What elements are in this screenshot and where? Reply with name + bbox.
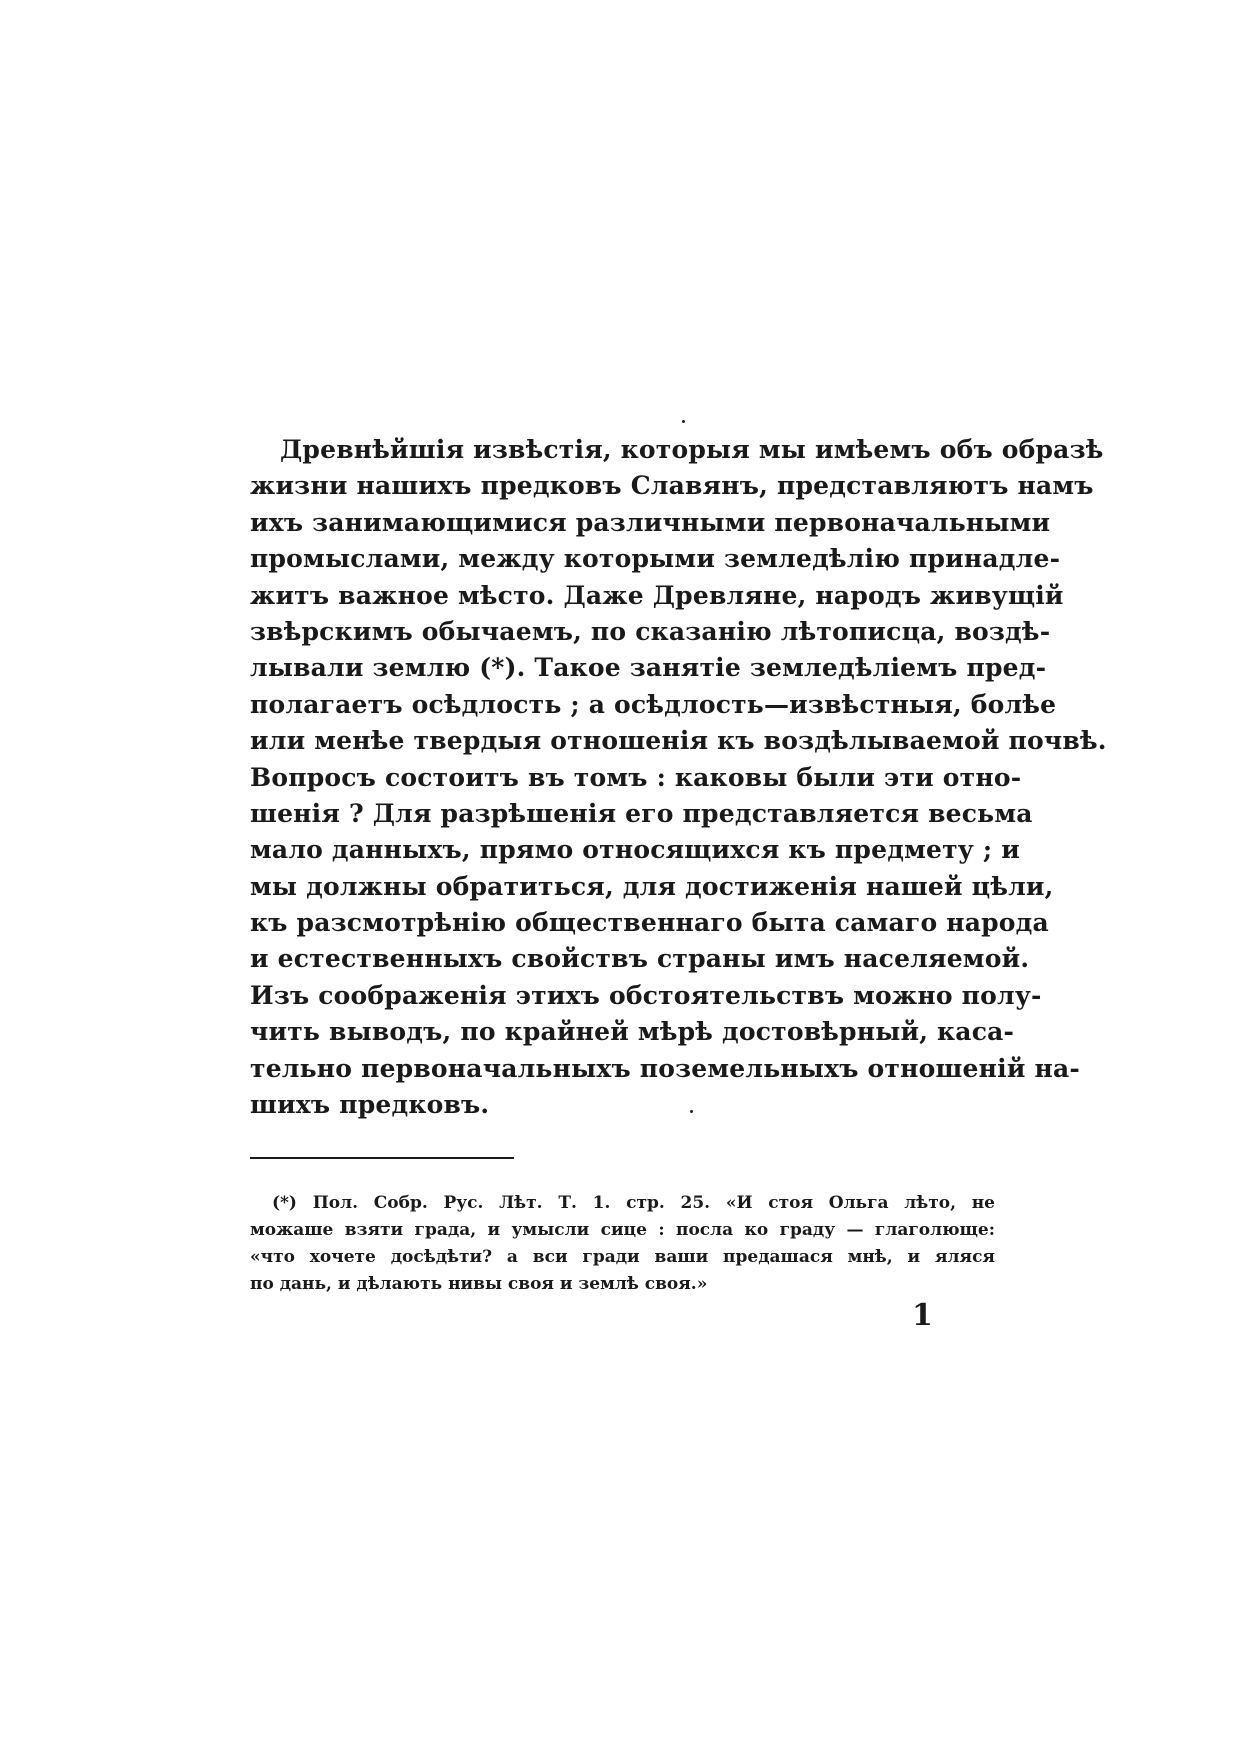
text-line: звѣрскимъ обычаемъ, по сказанію лѣтописца, воздѣ- bbox=[250, 616, 1051, 646]
text-line: шенія ? Для разрѣшенія его представляется весьма bbox=[250, 798, 1033, 828]
text-line: шихъ предковъ. bbox=[250, 1090, 490, 1120]
main-text-block bbox=[250, 432, 1107, 1123]
footnote-line: можаше взяти града, и умысли сице : посла ко граду — глаголюще: bbox=[250, 1220, 995, 1240]
text-line: Изъ соображенія этихъ обстоятельствъ можно полу- bbox=[250, 980, 1042, 1010]
text-line: мы должны обратиться, для достиженія нашей цѣли, bbox=[250, 871, 1054, 901]
text-line: промыслами, между которыми земледѣлію принадле- bbox=[250, 544, 1061, 574]
text-line: тельно первоначальныхъ поземельныхъ отношеній на- bbox=[250, 1053, 1080, 1083]
text-line: Древнѣйшія извѣстія, которыя мы имѣемъ объ образѣ bbox=[280, 435, 1104, 464]
text-line: къ разсмотрѣнію общественнаго быта самаго народа bbox=[250, 908, 1049, 938]
footnote-block bbox=[250, 1190, 995, 1298]
text-line: или менѣе твердыя отношенія къ воздѣлываемой почвѣ. bbox=[250, 726, 1107, 756]
text-line: чить выводъ, по крайней мѣрѣ достовѣрный, каса- bbox=[250, 1017, 1015, 1047]
stray-mark bbox=[690, 1110, 693, 1113]
text-line: житъ важное мѣсто. Даже Древляне, народъ живущій bbox=[250, 580, 1064, 610]
page-number: 1 bbox=[912, 1298, 933, 1333]
text-line: полагаетъ осѣдлость ; а осѣдлость—извѣстныя, болѣе bbox=[250, 689, 1057, 719]
footnote-separator bbox=[250, 1157, 514, 1159]
footnote-line: по дань, и дѣлають нивы своя и землѣ своя.» bbox=[250, 1274, 708, 1294]
text-line: лывали землю (*). Такое занятіе земледѣліемъ пред- bbox=[250, 653, 1047, 683]
text-line: и естественныхъ свойствъ страны имъ населяемой. bbox=[250, 944, 1030, 974]
footnote-line: «что хочете досѣдѣти? а вси гради ваши предашася мнѣ, и яляся bbox=[250, 1247, 995, 1267]
footnote-line: (*) Пол. Собр. Рус. Лѣт. Т. 1. стр. 25. «И стоя Ольга лѣто, не bbox=[272, 1193, 995, 1213]
text-line: мало данныхъ, прямо относящихся къ предмету ; и bbox=[250, 835, 1020, 865]
text-line: Вопросъ состоитъ въ томъ : каковы были эти отно- bbox=[250, 762, 1022, 792]
text-line: жизни нашихъ предковъ Славянъ, представляютъ намъ bbox=[250, 471, 1094, 501]
stray-mark bbox=[682, 420, 685, 423]
text-line: ихъ занимающимися различными первоначальными bbox=[250, 507, 1051, 537]
